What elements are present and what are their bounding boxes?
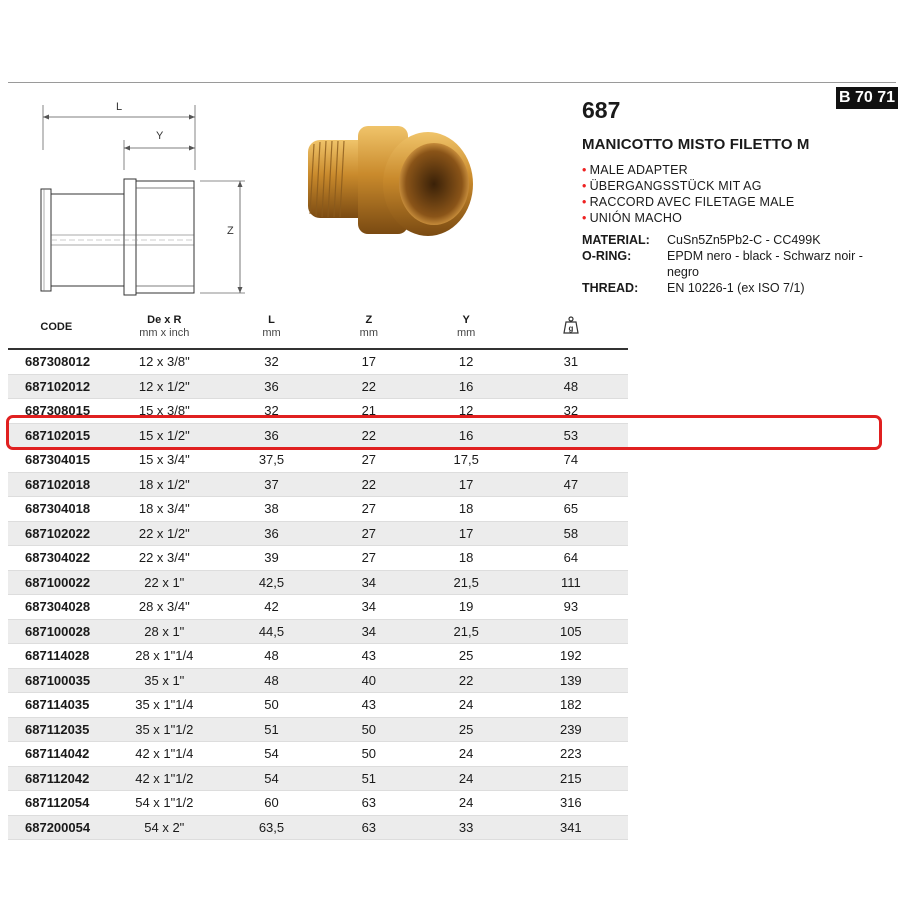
cell-z: 22 [319, 423, 419, 448]
cell-code: 687100022 [8, 570, 105, 595]
table-row [8, 791, 628, 816]
cell-code: 687102015 [8, 423, 105, 448]
table-row [8, 668, 628, 693]
cell-l: 39 [224, 546, 319, 571]
cell-code: 687304015 [8, 448, 105, 473]
cell-code: 687100035 [8, 668, 105, 693]
cell-l: 32 [224, 349, 319, 374]
cell-weight: 182 [514, 693, 628, 718]
cell-l: 48 [224, 644, 319, 669]
cell-l: 32 [224, 399, 319, 424]
cell-weight: 111 [514, 570, 628, 595]
cell-l: 48 [224, 668, 319, 693]
cell-weight: 93 [514, 595, 628, 620]
cell-dexr: 18 x 3/4" [105, 497, 224, 522]
cell-y: 12 [419, 349, 514, 374]
cell-l: 42,5 [224, 570, 319, 595]
cell-dexr: 28 x 1"1/4 [105, 644, 224, 669]
cell-dexr: 35 x 1" [105, 668, 224, 693]
highlighted-row-marker [6, 415, 882, 450]
cell-l: 37 [224, 472, 319, 497]
cell-z: 17 [319, 349, 419, 374]
cell-y: 21,5 [419, 619, 514, 644]
cell-z: 27 [319, 448, 419, 473]
cell-l: 38 [224, 497, 319, 522]
col-header-code: CODE [8, 306, 105, 349]
table-header-row [8, 306, 628, 349]
cell-y: 24 [419, 766, 514, 791]
cell-weight: 58 [514, 521, 628, 546]
cell-code: 687102022 [8, 521, 105, 546]
cell-z: 43 [319, 644, 419, 669]
table-row [8, 497, 628, 522]
cell-weight: 341 [514, 815, 628, 840]
cell-code: 687100028 [8, 619, 105, 644]
product-names-list [582, 162, 794, 226]
cell-l: 60 [224, 791, 319, 816]
cell-z: 34 [319, 570, 419, 595]
table-row [8, 619, 628, 644]
table-row [8, 521, 628, 546]
cell-z: 63 [319, 791, 419, 816]
cell-l: 50 [224, 693, 319, 718]
cell-l: 36 [224, 521, 319, 546]
cell-y: 22 [419, 668, 514, 693]
spec-oring-value: EPDM nero - black - Schwarz noir - negro [667, 249, 863, 279]
cell-dexr: 35 x 1"1/2 [105, 717, 224, 742]
cell-dexr: 15 x 1/2" [105, 423, 224, 448]
cell-dexr: 54 x 2" [105, 815, 224, 840]
cell-z: 34 [319, 595, 419, 620]
cell-z: 34 [319, 619, 419, 644]
cell-weight: 32 [514, 399, 628, 424]
cell-l: 42 [224, 595, 319, 620]
spec-oring-label: O-RING: [582, 249, 632, 263]
cell-y: 12 [419, 399, 514, 424]
cell-code: 687308012 [8, 349, 105, 374]
cell-code: 687114035 [8, 693, 105, 718]
cell-code: 687114028 [8, 644, 105, 669]
cell-y: 25 [419, 644, 514, 669]
cell-y: 24 [419, 791, 514, 816]
cell-weight: 139 [514, 668, 628, 693]
cell-code: 687308015 [8, 399, 105, 424]
table-row [8, 595, 628, 620]
product-title: MANICOTTO MISTO FILETTO M [582, 136, 810, 153]
table-row [8, 570, 628, 595]
cell-y: 16 [419, 423, 514, 448]
cell-z: 63 [319, 815, 419, 840]
col-header-z: Z mm [319, 306, 419, 349]
cell-dexr: 22 x 1" [105, 570, 224, 595]
cell-dexr: 54 x 1"1/2 [105, 791, 224, 816]
cell-z: 27 [319, 497, 419, 522]
cell-code: 687304028 [8, 595, 105, 620]
weight-icon [563, 316, 579, 334]
table-row [8, 815, 628, 840]
cell-dexr: 28 x 3/4" [105, 595, 224, 620]
col-header-dexr: De x R mm x inch [105, 306, 224, 349]
cell-code: 687200054 [8, 815, 105, 840]
dimensions-table [8, 306, 628, 840]
table-row [8, 766, 628, 791]
table-row [8, 374, 628, 399]
cell-code: 687112042 [8, 766, 105, 791]
cell-code: 687304022 [8, 546, 105, 571]
catalog-badge: B 70 71 [836, 87, 898, 109]
cell-dexr: 28 x 1" [105, 619, 224, 644]
table-row [8, 546, 628, 571]
cell-z: 22 [319, 472, 419, 497]
cell-y: 18 [419, 497, 514, 522]
cell-z: 50 [319, 742, 419, 767]
product-name-fr: • RACCORD AVEC FILETAGE MALE [582, 194, 794, 210]
cell-y: 33 [419, 815, 514, 840]
cell-dexr: 22 x 3/4" [105, 546, 224, 571]
col-header-l: L mm [224, 306, 319, 349]
cell-weight: 223 [514, 742, 628, 767]
table-row [8, 717, 628, 742]
col-header-weight [514, 306, 628, 349]
cell-weight: 65 [514, 497, 628, 522]
product-name-es: • UNIÓN MACHO [582, 210, 794, 226]
cell-z: 43 [319, 693, 419, 718]
cell-l: 36 [224, 423, 319, 448]
cell-z: 27 [319, 521, 419, 546]
cell-l: 44,5 [224, 619, 319, 644]
cell-weight: 31 [514, 349, 628, 374]
cell-z: 50 [319, 717, 419, 742]
cell-y: 24 [419, 742, 514, 767]
table-row [8, 644, 628, 669]
cell-code: 687112054 [8, 791, 105, 816]
cell-z: 27 [319, 546, 419, 571]
cell-weight: 192 [514, 644, 628, 669]
cell-l: 37,5 [224, 448, 319, 473]
col-header-y: Y mm [419, 306, 514, 349]
cell-l: 54 [224, 766, 319, 791]
cell-y: 17 [419, 472, 514, 497]
cell-l: 63,5 [224, 815, 319, 840]
cell-y: 24 [419, 693, 514, 718]
cell-code: 687102018 [8, 472, 105, 497]
dim-label-y: Y [156, 130, 164, 142]
cell-l: 36 [224, 374, 319, 399]
cell-z: 22 [319, 374, 419, 399]
cell-z: 21 [319, 399, 419, 424]
table-row [8, 448, 628, 473]
cell-l: 51 [224, 717, 319, 742]
cell-code: 687304018 [8, 497, 105, 522]
cell-dexr: 15 x 3/8" [105, 399, 224, 424]
cell-dexr: 12 x 1/2" [105, 374, 224, 399]
cell-y: 21,5 [419, 570, 514, 595]
dim-label-l: L [116, 101, 123, 113]
cell-weight: 316 [514, 791, 628, 816]
cell-dexr: 22 x 1/2" [105, 521, 224, 546]
cell-y: 25 [419, 717, 514, 742]
cell-y: 17,5 [419, 448, 514, 473]
product-name-de: • ÜBERGANGSSTÜCK MIT AG [582, 178, 794, 194]
spec-thread-value: EN 10226-1 (ex ISO 7/1) [667, 281, 805, 295]
cell-y: 19 [419, 595, 514, 620]
cell-dexr: 15 x 3/4" [105, 448, 224, 473]
product-number: 687 [582, 97, 621, 123]
cell-weight: 215 [514, 766, 628, 791]
cell-dexr: 18 x 1/2" [105, 472, 224, 497]
product-name-en: • MALE ADAPTER [582, 162, 794, 178]
cell-code: 687112035 [8, 717, 105, 742]
header-rule [8, 82, 896, 83]
dim-label-z: Z [227, 225, 234, 237]
svg-text:g: g [568, 324, 574, 333]
cell-weight: 74 [514, 448, 628, 473]
spec-thread-label: THREAD: [582, 281, 639, 295]
table-row [8, 472, 628, 497]
spec-material-value: CuSn5Zn5Pb2-C - CC499K [667, 233, 821, 247]
cell-y: 16 [419, 374, 514, 399]
cell-weight: 64 [514, 546, 628, 571]
cell-y: 17 [419, 521, 514, 546]
cell-weight: 48 [514, 374, 628, 399]
cell-dexr: 42 x 1"1/4 [105, 742, 224, 767]
table-row [8, 742, 628, 767]
cell-dexr: 12 x 3/8" [105, 349, 224, 374]
technical-drawing [30, 95, 260, 300]
cell-weight: 239 [514, 717, 628, 742]
cell-y: 18 [419, 546, 514, 571]
cell-weight: 105 [514, 619, 628, 644]
table-row [8, 693, 628, 718]
cell-l: 54 [224, 742, 319, 767]
cell-weight: 47 [514, 472, 628, 497]
cell-weight: 53 [514, 423, 628, 448]
cell-z: 51 [319, 766, 419, 791]
cell-code: 687102012 [8, 374, 105, 399]
product-photo [300, 118, 480, 243]
cell-dexr: 35 x 1"1/4 [105, 693, 224, 718]
cell-code: 687114042 [8, 742, 105, 767]
spec-material-label: MATERIAL: [582, 233, 650, 247]
cell-dexr: 42 x 1"1/2 [105, 766, 224, 791]
cell-z: 40 [319, 668, 419, 693]
table-row [8, 349, 628, 374]
